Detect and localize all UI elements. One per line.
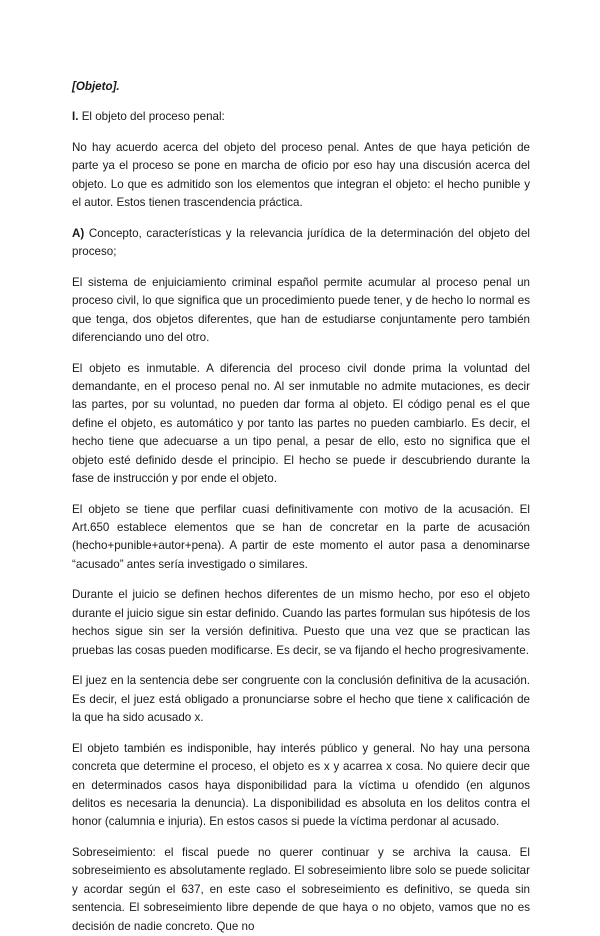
paragraph-5: Durante el juicio se definen hechos diferentes de un mismo hecho, por eso el objeto durante el juicio sigue sin estar definido. Cuando las partes formulan sus hipótesis de los hechos sigue sin ser la versión definitiva. Puesto que una vez que se practican las pruebas las cosas pueden modificarse. Es decir, se va fijando el hecho progresivamente.: [72, 588, 530, 657]
paragraph-1: No hay acuerdo acerca del objeto del proceso penal. Antes de que haya petición de parte ya el proceso se pone en marcha de oficio por eso hay una discusión acerca del objeto. Lo que es admitido son los elementos que integran el objeto: el hecho punible y el autor. Estos tienen trascendencia práctica.: [72, 141, 530, 210]
paragraph-8: Sobreseimiento: el fiscal puede no querer continuar y se archiva la causa. El sobreseimiento es absolutamente reglado. El sobreseimiento libre solo se puede solicitar y acordar según el 637, en este caso el sobreseimiento es definitivo, se queda sin sentencia. El sobreseimiento libre depende de que haya o no objeto, vamos que no es decisión de nadie concreto. Que no: [72, 845, 530, 933]
section-number: I.: [72, 110, 79, 124]
subsection-letter: A): [72, 226, 85, 240]
subsection-heading: [72, 225, 530, 262]
paragraph-6: El juez en la sentencia debe ser congruente con la conclusión definitiva de la acusación. Es decir, el juez está obligado a pronunciarse sobre el hecho que tiene x calificación de la que ha sido acusado x.: [72, 674, 530, 725]
paragraph-4: El objeto se tiene que perfilar cuasi definitivamente con motivo de la acusación. El Art.650 establece elementos que se han de concretar en la parte de acusación (hecho+punible+autor+pena). A partir de este momento el autor pasa a denominarse “acusado” antes sería investigado o similares.: [72, 502, 530, 571]
section-heading: [72, 108, 530, 126]
section-title: El objeto del proceso penal:: [81, 110, 225, 124]
paragraph-3: El objeto es inmutable. A diferencia del proceso civil donde prima la voluntad del demandante, en el proceso penal no. Al ser inmutable no admite mutaciones, es decir las partes, por su voluntad, no pueden dar forma al objeto. El código penal es el que define el objeto, es automático y por tanto las partes no pueden cambiarlo. Es decir, el hecho tiene que adecuarse a un tipo penal, a pesar de ello, esto no significa que el objeto esté definido desde el principio. El hecho se puede ir descubriendo durante la fase de instrucción y por ende el objeto.: [72, 361, 530, 486]
paragraph-7: El objeto también es indisponible, hay interés público y general. No hay una persona concreta que determine el proceso, el objeto es x y acarrea x cosa. No quiere decir que en determinados casos haya disponibilidad para la víctima u ofendido (en algunos delitos es necesaria la denuncia). La disponibilidad es absoluta en los delitos contra el honor (calumnia e injuria). En estos casos si puede la víctima perdonar al acusado.: [72, 741, 530, 829]
paragraph-2: El sistema de enjuiciamiento criminal español permite acumular al proceso penal un proceso civil, lo que significa que un procedimiento puede tener, y de hecho lo normal es que tenga, dos objetos diferentes, que han de estudiarse conjuntamente pero también diferenciando uno del otro.: [72, 275, 530, 345]
document-body: [72, 78, 530, 936]
subsection-title: Concepto, características y la relevancia jurídica de la determinación del objeto del proceso;: [72, 226, 530, 259]
document-title: [Objeto].: [72, 80, 120, 93]
